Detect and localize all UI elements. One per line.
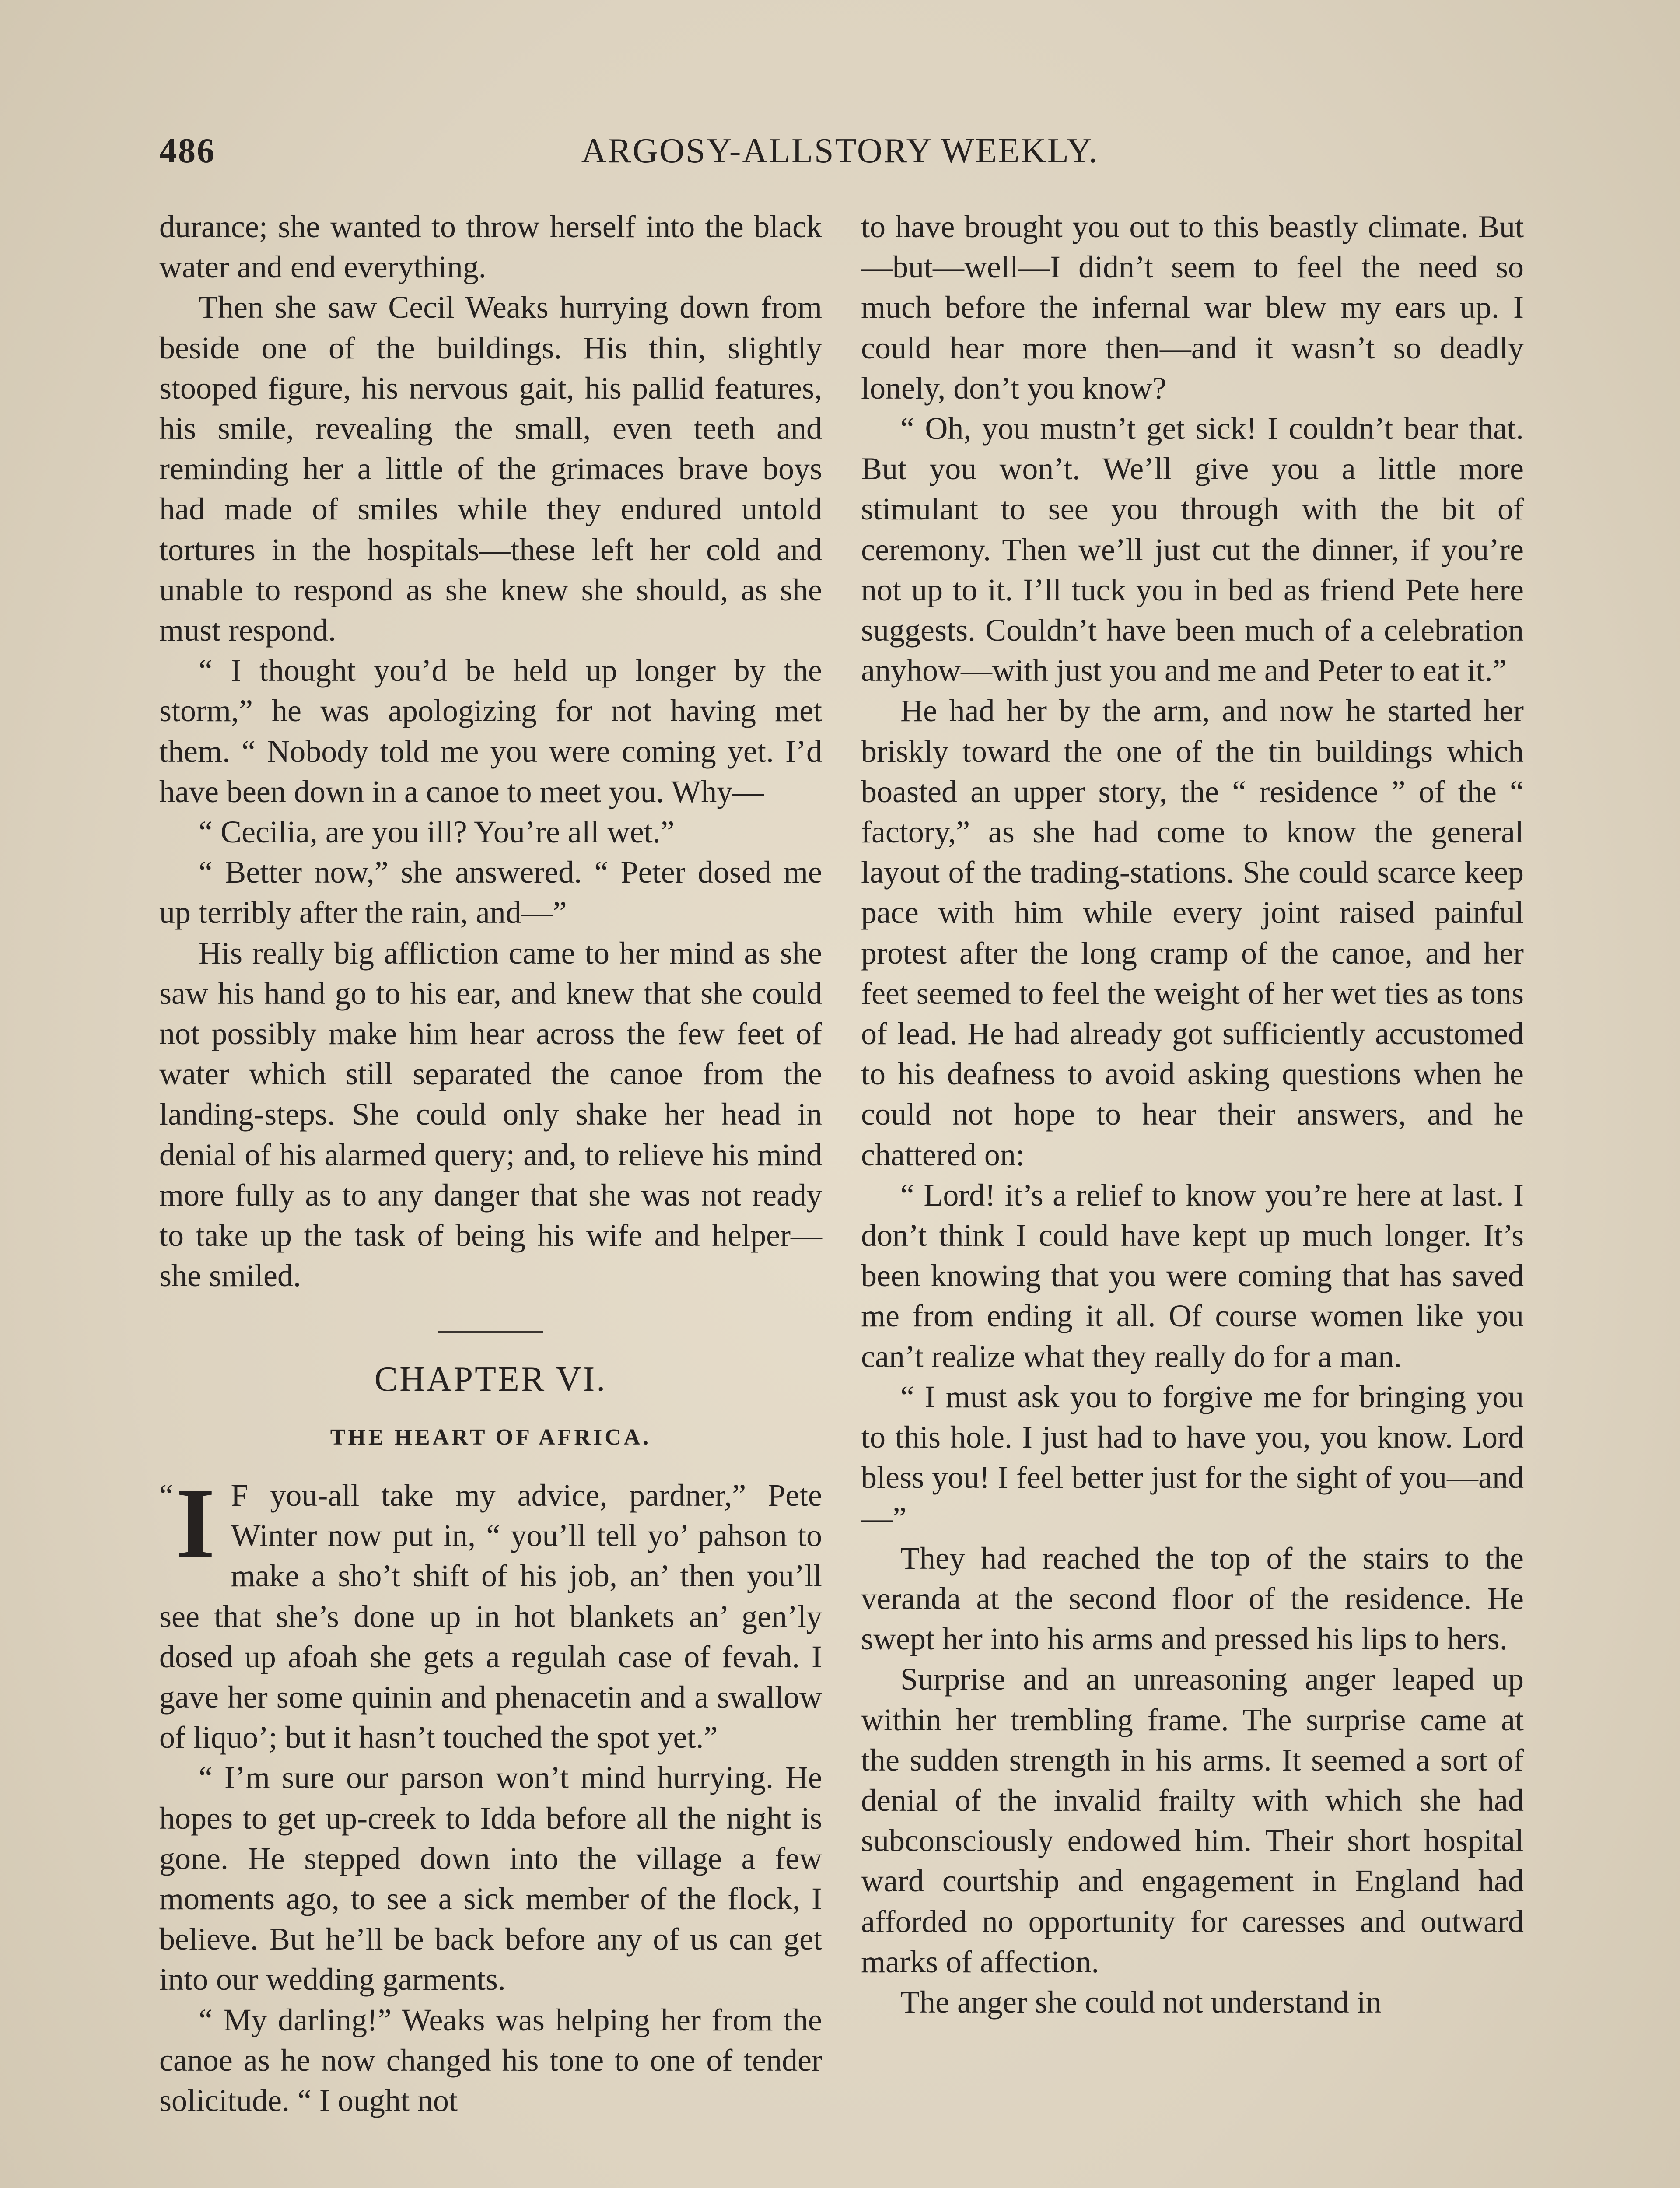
running-head: ARGOSY-ALLSTORY WEEKLY. xyxy=(581,132,1099,170)
paragraph: “ I must ask you to forgive me for bringing you to this hole. I just had to have you, you know. Lord bless you! I feel better just for the sight of you—and—” xyxy=(861,1379,1524,1536)
paragraph: “ Better now,” she answered. “ Peter dosed me up terribly after the rain, and—” xyxy=(159,855,822,930)
paragraph: The anger she could not understand in xyxy=(900,1984,1382,2020)
paragraph: “ Lord! it’s a relief to know you’re here at last. I don’t think I could have kept up much longer. It’s been knowing that you were coming that has saved me from ending it all. Of course women like you can’t realize what they really do for a man. xyxy=(861,1177,1524,1374)
paragraph: “ I’m sure our parson won’t mind hurrying. He hopes to get up-creek to Idda before all the night is gone. He stepped down into the village a few moments ago, to see a sick member of the flock, I believe. But he’ll be back before any of us can get into our wedding garments. xyxy=(159,1760,822,1997)
dropcap-letter: I xyxy=(175,1467,215,1579)
section-divider xyxy=(438,1331,543,1333)
right-column xyxy=(861,207,1524,2022)
chapter-subtitle: THE HEART OF AFRICA. xyxy=(330,1424,651,1450)
paragraph: “ My darling!” Weaks was helping her from the canoe as he now changed his tone to one of tender solicitude. “ I ought not xyxy=(159,2002,822,2118)
left-column xyxy=(159,207,822,2121)
chapter-opening-text: F you-all take my advice, pardner,” Pete Winter now put in, “ you’ll tell yo’ pahson to make a sho’t shift of his job, an’ then you’ll see that she’s done up in hot blankets an’ gen’ly dosed up afoah she gets a regulah case of fevah. I gave her some quinin and phenacetin and a swallow of liquo’; but it hasn’t touched the spot yet.” xyxy=(159,1477,822,1755)
paragraph: “ Oh, you mustn’t get sick! I couldn’t bear that. But you won’t. We’ll give you a little more stimulant to see you through with the bit of ceremony. Then we’ll just cut the dinner, if you’re not up to it. I’ll tuck you in bed as friend Pete here suggests. Couldn’t have been much of a celebration anyhow—with just you and me and Peter to eat it.” xyxy=(861,411,1524,688)
paragraph: They had reached the top of the stairs to the veranda at the second floor of the residence. He swept her into his arms and pressed his lips to hers. xyxy=(861,1540,1524,1657)
paragraph: “ I thought you’d be held up longer by the storm,” he was apologizing for not having met them. “ Nobody told me you were coming yet. I’d have been down in a canoe to meet you. Why— xyxy=(159,653,822,809)
paragraph: “ Cecilia, are you ill? You’re all wet.” xyxy=(199,814,675,850)
page-number: 486 xyxy=(159,132,216,170)
paragraph: to have brought you out to this beastly climate. But—but—well—I didn’t seem to feel the need so much before the infernal war blew my ears up. I could hear more then—and it wasn’t so deadly lonely, don’t you know? xyxy=(861,209,1524,406)
page-header xyxy=(159,131,1521,179)
paragraph: Surprise and an unreasoning anger leaped up within her trembling frame. The surprise came at the sudden strength in his arms. It seemed a sort of denial of the invalid frailty with which she had subconsciously endowed him. Their short hospital ward courtship and engagement in England had afforded no opportunity for caresses and outward marks of affection. xyxy=(861,1662,1524,1979)
dropcap-quote: “ xyxy=(159,1477,173,1513)
paragraph: durance; she wanted to throw herself into the black water and end everything. xyxy=(159,209,822,285)
chapter-opening-paragraph xyxy=(159,1467,822,1757)
paragraph: He had her by the arm, and now he started her briskly toward the one of the tin buildings which boasted an upper story, the “ residence ” of the “ factory,” as she had come to know the general layout of the trading-stations. She could scarce keep pace with him while every joint raised painful protest after the long cramp of the canoe, and her feet seemed to feel the weight of her wet ties as tons of lead. He had already got sufficiently accustomed to his deafness to avoid asking questions when he could not hope to hear their answers, and he chattered on: xyxy=(861,693,1524,1172)
chapter-heading: CHAPTER VI. xyxy=(374,1360,607,1399)
paragraph: His really big affliction came to her mind as she saw his hand go to his ear, and knew that she could not possibly make him hear across the few feet of water which still separated the canoe from the landing-steps. She could only shake her head in denial of his alarmed query; and, to relieve his mind more fully as to any danger that she was not ready to take up the task of being his wife and helper—she smiled. xyxy=(159,935,822,1294)
paragraph: Then she saw Cecil Weaks hurrying down from beside one of the buildings. His thin, slightly stooped figure, his nervous gait, his pallid features, his smile, revealing the small, even teeth and reminding her a little of the grimaces brave boys had made of smiles while they endured untold tortures in the hospitals—these left her cold and unable to respond as she knew she should, as she must respond. xyxy=(159,290,822,648)
